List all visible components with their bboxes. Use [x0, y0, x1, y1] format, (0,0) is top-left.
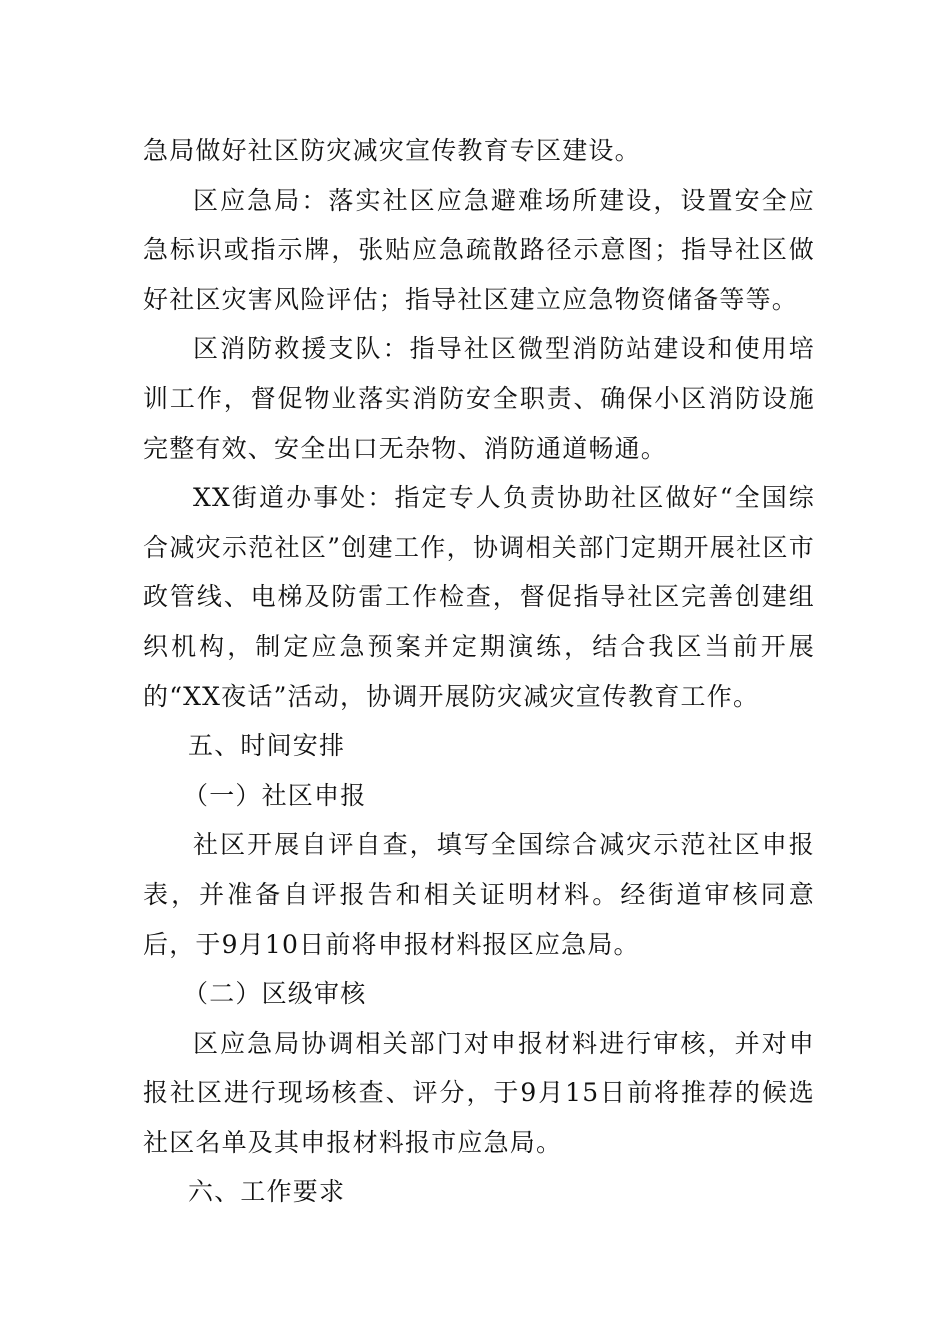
paragraph-fire-rescue-detachment: 区消防救援支队：指导社区微型消防站建设和使用培训工作，督促物业落实消防安全职责、确保小区消防设施完整有效、安全出口无杂物、消防通道畅通。 [143, 334, 815, 463]
subheading-community-application: （一）社区申报 [183, 780, 367, 810]
paragraph-community-application: 社区开展自评自查，填写全国综合减灾示范社区申报表，并准备自评报告和相关证明材料。经街道审核同意后，于9月10日前将申报材料报区应急局。 [143, 830, 815, 959]
paragraph-continuation: 急局做好社区防灾减灾宣传教育专区建设。 [143, 136, 641, 165]
document-body [143, 126, 815, 1217]
paragraph-street-office: XX街道办事处：指定专人负责协助社区做好“全国综合减灾示范社区”创建工作，协调相关部门定期开展社区市政管线、电梯及防雷工作检查，督促指导社区完善创建组织机构，制定应急预案并定期演练，结合我区当前开展的“XX夜话”活动，协调开展防灾减灾宣传教育工作。 [143, 483, 815, 711]
section-heading-schedule: 五、时间安排 [188, 731, 346, 761]
section-heading-work-requirements: 六、工作要求 [188, 1177, 346, 1207]
paragraph-district-emergency-bureau: 区应急局：落实社区应急避难场所建设，设置安全应急标识或指示牌，张贴应急疏散路径示意图；指导社区做好社区灾害风险评估；指导社区建立应急物资储备等等。 [143, 185, 815, 314]
paragraph-district-review: 区应急局协调相关部门对申报材料进行审核，并对申报社区进行现场核查、评分，于9月15日前将推荐的候选社区名单及其申报材料报市应急局。 [143, 1028, 815, 1157]
subheading-district-review: （二）区级审核 [183, 979, 367, 1009]
